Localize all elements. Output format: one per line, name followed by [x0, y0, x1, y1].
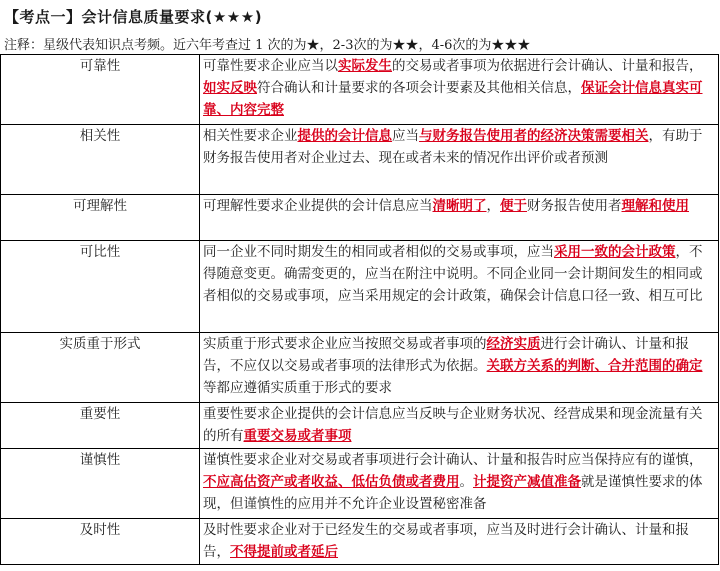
requirement-name: 及时性 — [1, 519, 200, 565]
table-body — [1, 55, 719, 565]
requirement-name: 可比性 — [1, 241, 200, 333]
description-text: 应当 — [392, 128, 419, 144]
frequency-note: 注释：星级代表知识点考频。近六年考查过 1 次的为★，2-3次的为★★，4-6次的为★★★ — [4, 38, 531, 53]
table-row — [1, 125, 719, 195]
requirement-name: 相关性 — [1, 125, 200, 195]
requirement-description — [200, 403, 719, 449]
description-text: ，有助于财务报告使用者对企业过去、现在或者未来的情况作出评价或者预测 — [203, 128, 703, 166]
key-phrase: 计提资产减值准备 — [473, 474, 581, 490]
key-phrase: 清晰明了 — [432, 198, 487, 214]
page-title: 【考点一】会计信息质量要求(★★★) — [4, 8, 263, 26]
description-text: 可靠性要求企业应当以 — [203, 58, 338, 74]
table-row — [1, 403, 719, 449]
table-row — [1, 195, 719, 241]
description-text: ， — [486, 198, 500, 214]
requirement-description — [200, 333, 719, 403]
quality-requirements-table — [0, 54, 719, 565]
description-text: 财务报告使用者 — [527, 198, 622, 214]
description-text: 就是谨慎性要求的体现，但谨慎性的应用并不允许企业设置秘密准备 — [203, 474, 703, 512]
description-text: 及时性要求企业对于已经发生的交易或者事项，应当及时进行会计确认、计量和报告， — [203, 522, 689, 560]
key-phrase: 便于 — [500, 198, 527, 214]
requirement-description — [200, 55, 719, 125]
table-row — [1, 449, 719, 519]
table-row — [1, 333, 719, 403]
key-phrase: 重要交易或者事项 — [243, 428, 352, 444]
key-phrase: 关联方关系的判断、合并范围的确定 — [486, 358, 703, 374]
requirement-description — [200, 195, 719, 241]
requirement-name: 谨慎性 — [1, 449, 200, 519]
description-text: 。 — [459, 474, 473, 490]
table-row — [1, 519, 719, 565]
description-text: 同一企业不同时期发生的相同或者相似的交易或事项，应当 — [203, 244, 554, 260]
description-text: 可理解性要求企业提供的会计信息应当 — [203, 198, 433, 214]
key-phrase: 如实反映 — [203, 80, 257, 96]
key-phrase: 不得提前或者延后 — [230, 544, 338, 560]
key-phrase: 实际发生 — [338, 58, 392, 74]
key-phrase: 不应高估资产或者收益、低估负债或者费用 — [203, 474, 460, 490]
description-text: 的交易或者事项为依据进行会计确认、计量和报告， — [392, 58, 703, 74]
key-phrase: 理解和使用 — [621, 198, 689, 214]
requirement-description — [200, 241, 719, 333]
requirement-name: 可理解性 — [1, 195, 200, 241]
key-phrase: 经济实质 — [486, 336, 541, 352]
requirement-name: 重要性 — [1, 403, 200, 449]
table-row — [1, 55, 719, 125]
key-phrase: 保证会计信息真实可靠、内容完整 — [203, 80, 703, 118]
key-phrase: 与财务报告使用者的经济决策需要相关 — [419, 128, 649, 144]
description-text: 实质重于形式要求企业应当按照交易或者事项的 — [203, 336, 487, 352]
table-row — [1, 241, 719, 333]
key-phrase: 提供的会计信息 — [297, 128, 392, 144]
requirement-description — [200, 449, 719, 519]
description-text: 进行会计确认、计量和报告，不应仅以交易或者事项的法律形式为依据。 — [203, 336, 689, 374]
description-text: 等都应遵循实质重于形式的要求 — [203, 380, 392, 396]
description-text: 谨慎性要求企业对交易或者事项进行会计确认、计量和报告时应当保持应有的谨慎， — [203, 452, 703, 468]
requirement-description — [200, 519, 719, 565]
description-text: 符合确认和计量要求的各项会计要素及其他相关信息， — [257, 80, 581, 96]
description-text: 相关性要求企业 — [203, 128, 298, 144]
requirement-name: 可靠性 — [1, 55, 200, 125]
key-phrase: 采用一致的会计政策 — [554, 244, 676, 260]
requirement-name: 实质重于形式 — [1, 333, 200, 403]
description-text: ，不得随意变更。确需变更的，应当在附注中说明。不同企业同一会计期间发生的相同或者相似的交易或事项，应当采用规定的会计政策，确保会计信息口径一致、相互可比 — [203, 244, 703, 304]
description-text: 重要性要求企业提供的会计信息应当反映与企业财务状况、经营成果和现金流量有关的所有 — [203, 406, 703, 444]
requirement-description — [200, 125, 719, 195]
